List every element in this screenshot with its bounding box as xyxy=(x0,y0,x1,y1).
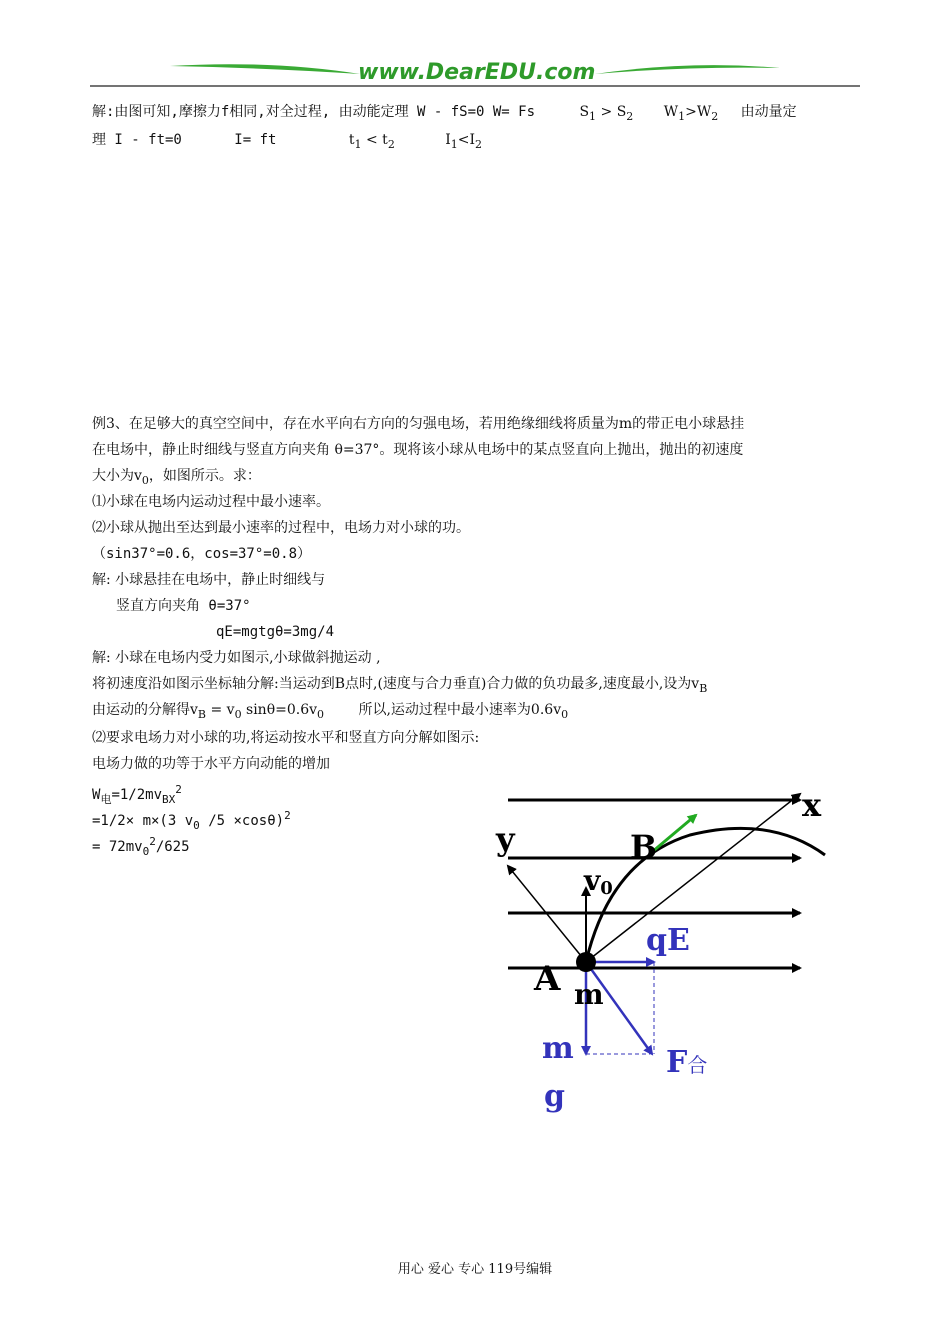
question-1: ⑴小球在电场内运动过程中最小速率。 xyxy=(92,494,330,510)
y-axis-label: y xyxy=(496,820,515,858)
qe-label: qE xyxy=(646,923,690,958)
trajectory xyxy=(586,828,825,962)
work-formula-1: $W_电=1/2mv_{BX}^2$ xyxy=(92,783,182,806)
example3-para2: 在电场中，静止时细线与竖直方向夹角 θ=37°。现将该小球从电场中的某点竖直向上抛出，抛出的初速度 xyxy=(92,442,744,458)
mass-label: m xyxy=(574,978,604,1011)
ball-a xyxy=(576,952,596,972)
point-a-label: A xyxy=(534,959,561,999)
solution-step3: qE=mgtgθ=3mg/4 xyxy=(216,624,335,640)
site-logo: www.DearEDU.com xyxy=(358,60,596,85)
solution-step4: 解: 小球在电场内受力如图示,小球做斜抛运动 , xyxy=(92,650,381,666)
force-diagram xyxy=(490,780,870,1120)
footer-text: 用心 爱心 专心 119号编辑 xyxy=(397,1262,553,1277)
header-banner xyxy=(90,56,860,92)
example3-para3: 大小为$v_0$，如图所示。求： xyxy=(92,468,261,487)
v0-label: v0 xyxy=(584,864,613,899)
solution-step6: 由运动的分解得$v_B = v_0$ $\sin\theta=0.6v_0$ 所以,运动过程中最小速率为$0.6v_0$ xyxy=(92,702,569,721)
x-axis-label: x xyxy=(802,786,822,824)
solution-step2: 竖直方向夹角 θ=37° xyxy=(116,598,251,614)
mg-label-g: g xyxy=(544,1079,565,1114)
mg-label-m: m xyxy=(542,1031,574,1066)
solution1-line2: 理 I - ft=0 I= ft $t_1 < t_2$ $I_1<I_2$ xyxy=(92,132,483,151)
question-2: ⑵小球从抛出至达到最小速率的过程中，电场力对小球的功。 xyxy=(92,520,470,536)
solution-step5: 将初速度沿如图示坐标轴分解:当运动到B点时,(速度与合力垂直)合力做的负功最多,速度最小,设为$v_B$ xyxy=(92,676,708,695)
velocity-b-arrow xyxy=(652,815,696,852)
force-diagram-svg xyxy=(490,780,870,1120)
solution-step7: ⑵要求电场力对小球的功,将运动按水平和竖直方向分解如图示: xyxy=(92,730,480,746)
point-b-label: B xyxy=(630,828,658,866)
solution-step8: 电场力做的功等于水平方向动能的增加 xyxy=(92,756,330,772)
fnet-label: F合 xyxy=(666,1045,708,1080)
work-formula-3: = $72mv_0^2/625$ xyxy=(92,835,190,858)
work-formula-2: =1/2× m×(3 $v_0$ /5 ×cosθ)$^2$ xyxy=(92,809,291,832)
solution1-line1: 解:由图可知,摩擦力f相同,对全过程, 由动能定理 W - fS=0 W= Fs $S_1 > S_2$ $W_1>W_2$ 由动量定 xyxy=(92,104,797,123)
example3-para1: 例3、在足够大的真空空间中，存在水平向右方向的匀强电场，若用绝缘细线将质量为m的带正电小球悬挂 xyxy=(92,416,745,432)
solution-step1: 解: 小球悬挂在电场中，静止时细线与 xyxy=(92,572,326,588)
given-values: （sin37°=0.6，cos=37°=0.8） xyxy=(92,546,312,562)
